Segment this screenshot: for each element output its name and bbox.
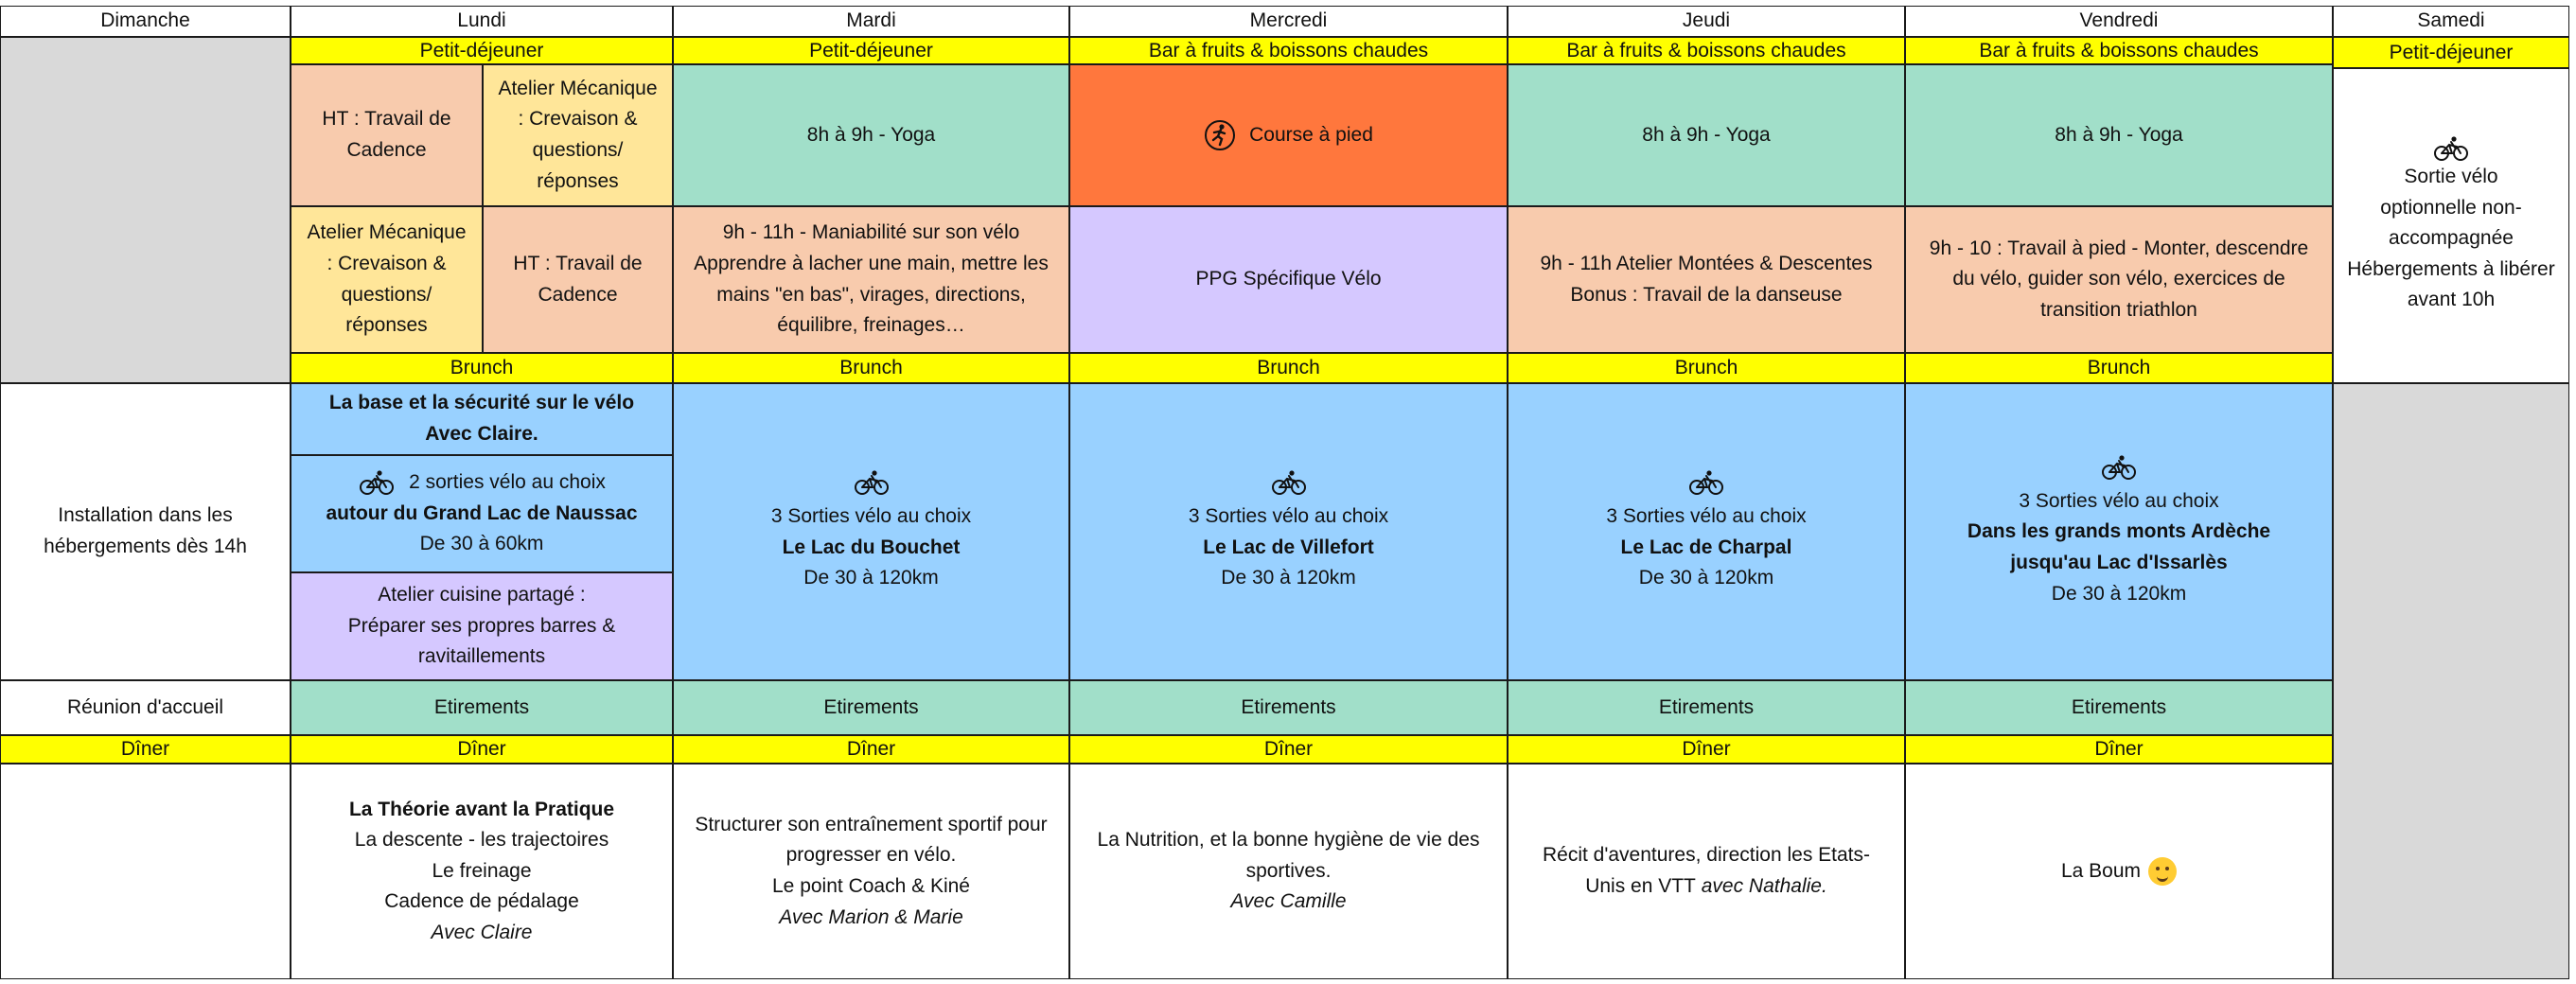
jeudi-yoga[interactable]: 8h à 9h - Yoga (1508, 64, 1905, 206)
lundi-ht-cadence-2[interactable]: HT : Travail de Cadence (483, 206, 673, 353)
vendredi-travail-a-pied[interactable]: 9h - 10 : Travail à pied - Monter, descendre du vélo, guider son vélo, exercices de transition triathlon (1905, 206, 2333, 353)
samedi-sortie-velo[interactable]: Sortie vélo optionnelle non- accompagnée Hébergements à libérer avant 10h (2333, 68, 2569, 383)
jeudi-sorties-charpal[interactable]: 3 Sorties vélo au choix Le Lac de Charpal De 30 à 120km (1508, 383, 1905, 680)
dinner-vendredi[interactable]: Dîner (1905, 735, 2333, 764)
dimanche-installation[interactable]: Installation dans les hébergements dès 14h (0, 383, 291, 680)
header-jeudi[interactable]: Jeudi (1508, 6, 1905, 37)
mardi-sorties-bouchet[interactable]: 3 Sorties vélo au choix Le Lac du Bouchet De 30 à 120km (673, 383, 1069, 680)
dinner-mercredi[interactable]: Dîner (1069, 735, 1508, 764)
brunch-lundi[interactable]: Brunch (291, 353, 673, 383)
header-lundi[interactable]: Lundi (291, 6, 673, 37)
mardi-maniabilite[interactable]: 9h - 11h - Maniabilité sur son vélo Apprendre à lacher une main, mettre les mains "en bas", virages, directions, équilibre, freinages… (673, 206, 1069, 353)
lundi-sorties-naussac[interactable]: 2 sorties vélo au choix autour du Grand Lac de Naussac De 30 à 60km (291, 455, 673, 572)
breakfast-mercredi[interactable]: Bar à fruits & boissons chaudes (1069, 37, 1508, 64)
cyclist-icon (2100, 454, 2138, 481)
lundi-theorie-pratique[interactable]: La Théorie avant la Pratique La descente - les trajectoires Le freinage Cadence de pédalage Avec Claire (291, 764, 673, 979)
mercredi-nutrition[interactable]: La Nutrition, et la bonne hygiène de vie des sportives. Avec Camille (1069, 764, 1508, 979)
vendredi-sorties-ardeche[interactable]: 3 Sorties vélo au choix Dans les grands monts Ardèche jusqu'au Lac d'Issarlès De 30 à 120km (1905, 383, 2333, 680)
mercredi-sorties-villefort[interactable]: 3 Sorties vélo au choix Le Lac de Villefort De 30 à 120km (1069, 383, 1508, 680)
header-mercredi[interactable]: Mercredi (1069, 6, 1508, 37)
brunch-mardi[interactable]: Brunch (673, 353, 1069, 383)
dinner-lundi[interactable]: Dîner (291, 735, 673, 764)
lundi-ht-cadence-1[interactable]: HT : Travail de Cadence (291, 64, 483, 206)
dimanche-reunion-accueil[interactable]: Réunion d'accueil (0, 680, 291, 735)
dimanche-evening-empty[interactable] (0, 764, 291, 979)
dinner-mardi[interactable]: Dîner (673, 735, 1069, 764)
vendredi-yoga[interactable]: 8h à 9h - Yoga (1905, 64, 2333, 206)
cyclist-icon (853, 469, 891, 496)
brunch-mercredi[interactable]: Brunch (1069, 353, 1508, 383)
brunch-jeudi[interactable]: Brunch (1508, 353, 1905, 383)
mercredi-ppg[interactable]: PPG Spécifique Vélo (1069, 206, 1508, 353)
stretch-mardi[interactable]: Etirements (673, 680, 1069, 735)
samedi-afternoon-empty[interactable] (2333, 383, 2569, 979)
mercredi-course-a-pied[interactable]: Course à pied (1069, 64, 1508, 206)
header-dimanche[interactable]: Dimanche (0, 6, 291, 37)
lundi-atelier-mecanique-2[interactable]: Atelier Mécanique : Crevaison & questions/ réponses (291, 206, 483, 353)
breakfast-mardi[interactable]: Petit-déjeuner (673, 37, 1069, 64)
lundi-atelier-mecanique-1[interactable]: Atelier Mécanique : Crevaison & questions/ réponses (483, 64, 673, 206)
runner-icon (1204, 119, 1236, 151)
breakfast-jeudi[interactable]: Bar à fruits & boissons chaudes (1508, 37, 1905, 64)
jeudi-recit-by: avec Nathalie. (1695, 875, 1827, 897)
jeudi-montees-descentes[interactable]: 9h - 11h Atelier Montées & Descentes Bonus : Travail de la danseuse (1508, 206, 1905, 353)
cyclist-icon (1270, 469, 1308, 496)
header-vendredi[interactable]: Vendredi (1905, 6, 2333, 37)
party-face-icon (2148, 857, 2177, 886)
brunch-vendredi[interactable]: Brunch (1905, 353, 2333, 383)
breakfast-samedi[interactable]: Petit-déjeuner (2333, 37, 2569, 68)
dinner-jeudi[interactable]: Dîner (1508, 735, 1905, 764)
dinner-dimanche[interactable]: Dîner (0, 735, 291, 764)
jeudi-recit-aventures[interactable]: Récit d'aventures, direction les Etats- Unis en VTT avec Nathalie. (1508, 764, 1905, 979)
breakfast-vendredi[interactable]: Bar à fruits & boissons chaudes (1905, 37, 2333, 64)
stretch-mercredi[interactable]: Etirements (1069, 680, 1508, 735)
cyclist-icon (358, 469, 396, 496)
cyclist-icon (2432, 135, 2470, 162)
header-samedi[interactable]: Samedi (2333, 6, 2569, 37)
mardi-structurer-entrainement[interactable]: Structurer son entraînement sportif pour progresser en vélo. Le point Coach & Kiné Avec Marion & Marie (673, 764, 1069, 979)
breakfast-lundi[interactable]: Petit-déjeuner (291, 37, 673, 64)
lundi-atelier-cuisine[interactable]: Atelier cuisine partagé : Préparer ses propres barres & ravitaillements (291, 572, 673, 680)
stretch-jeudi[interactable]: Etirements (1508, 680, 1905, 735)
jeudi-recit-line2: Unis en VTT (1585, 875, 1696, 897)
stretch-vendredi[interactable]: Etirements (1905, 680, 2333, 735)
cyclist-icon (1687, 469, 1725, 496)
vendredi-la-boum[interactable]: La Boum (1905, 764, 2333, 979)
stretch-lundi[interactable]: Etirements (291, 680, 673, 735)
lundi-base-securite[interactable]: La base et la sécurité sur le vélo Avec Claire. (291, 383, 673, 455)
dimanche-morning-empty[interactable] (0, 37, 291, 383)
mardi-yoga[interactable]: 8h à 9h - Yoga (673, 64, 1069, 206)
header-mardi[interactable]: Mardi (673, 6, 1069, 37)
